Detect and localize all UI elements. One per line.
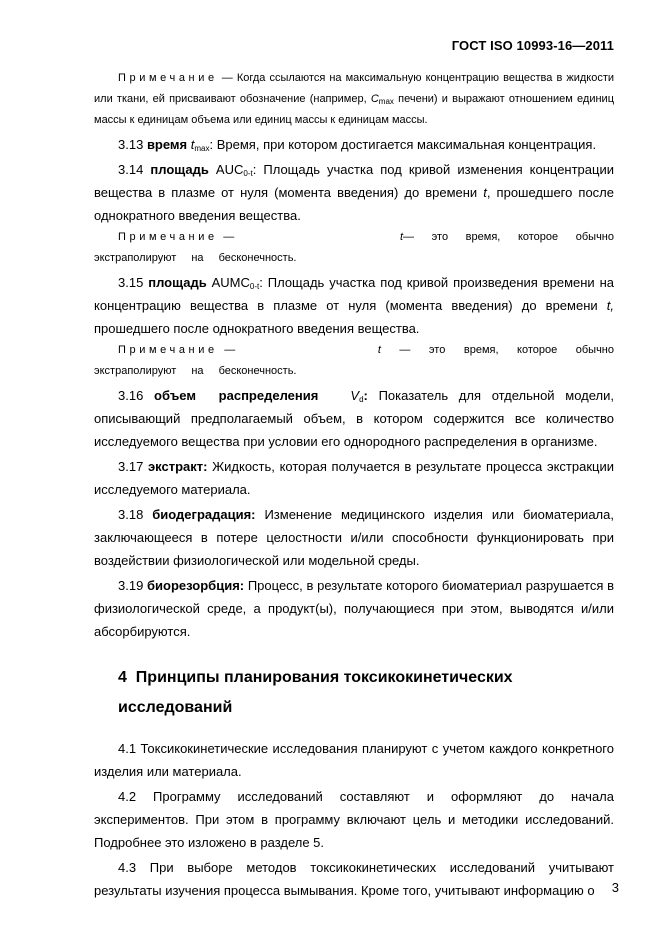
note-2: Примечание — t— это время, которое обычно экстраполируют на бесконечность. — [94, 231, 615, 264]
paragraph-4-3: 4.3 При выборе методов токсикокинетических исследований учитывают результаты изучения процесса вымывания. Кроме того, учитывают информацию о — [94, 860, 614, 898]
definition-3-17: 3.17 экстракт: Жидкость, которая получается в результате процесса экстракции исследуемого материала. — [94, 459, 614, 497]
page-number: 3 — [611, 880, 619, 895]
definition-3-13: 3.13 время $t_{max}$: Время, при котором достигается максимальная концентрация. — [118, 137, 597, 153]
definition-3-14: 3.14 площадь $AUC_{0-t}$: Площадь участка под кривой изменения концентрации вещества в плазме от нуля (момента введения) до времени t, прошедшего после однократного введения вещества. — [94, 162, 614, 223]
note-3: Примечание — t — это время, которое обычно экстраполируют на бесконечность. — [94, 344, 615, 377]
page-content — [94, 68, 614, 902]
note-label: Примечание — [118, 72, 218, 84]
definition-3-18: 3.18 биодеградация: Изменение медицинского изделия или биоматериала, заключающееся в потере целостности и/или способности функционировать при воздействии физиологической или модельной среды. — [94, 507, 614, 568]
definition-3-15: 3.15 площадь $AUMC_{0-t}$: Площадь участка под кривой произведения времени на концентрацию вещества в плазме от нуля (момента введения) до времени t, прошедшего после однократного введения вещества. — [94, 275, 614, 336]
note-1: Примечание — Когда ссылаются на максимальную концентрацию вещества в жидкости или ткани, ей присваивают обозначение (например, $C_{max}$ печени) и выражают отношением единиц массы к единицам объема или единиц массы к единицам массы. — [94, 72, 615, 126]
standard-header: ГОСТ ISO 10993-16—2011 — [451, 38, 614, 53]
definition-3-19: 3.19 биорезорбция: Процесс, в результате которого биоматериал разрушается в физиологической среде, а продукт(ы), получающиеся при этом, выводятся и/или абсорбируются. — [94, 578, 614, 639]
paragraph-4-1: 4.1 Токсикокинетические исследования планируют с учетом каждого конкретного изделия или материала. — [94, 741, 614, 779]
section-4-heading: 4 Принципы планирования токсикокинетических исследований — [118, 669, 513, 716]
definition-3-16: 3.16 объем распределения $V_d$: Показатель для отдельной модели, описывающий предполагаемый объем, в котором содержится все количество исследуемого вещества при условии его однородного распределения в организме. — [94, 388, 614, 449]
paragraph-4-2: 4.2 Программу исследований составляют и оформляют до начала экспериментов. При этом в программу включают цель и методики исследований. Подробнее это изложено в разделе 5. — [94, 789, 614, 850]
